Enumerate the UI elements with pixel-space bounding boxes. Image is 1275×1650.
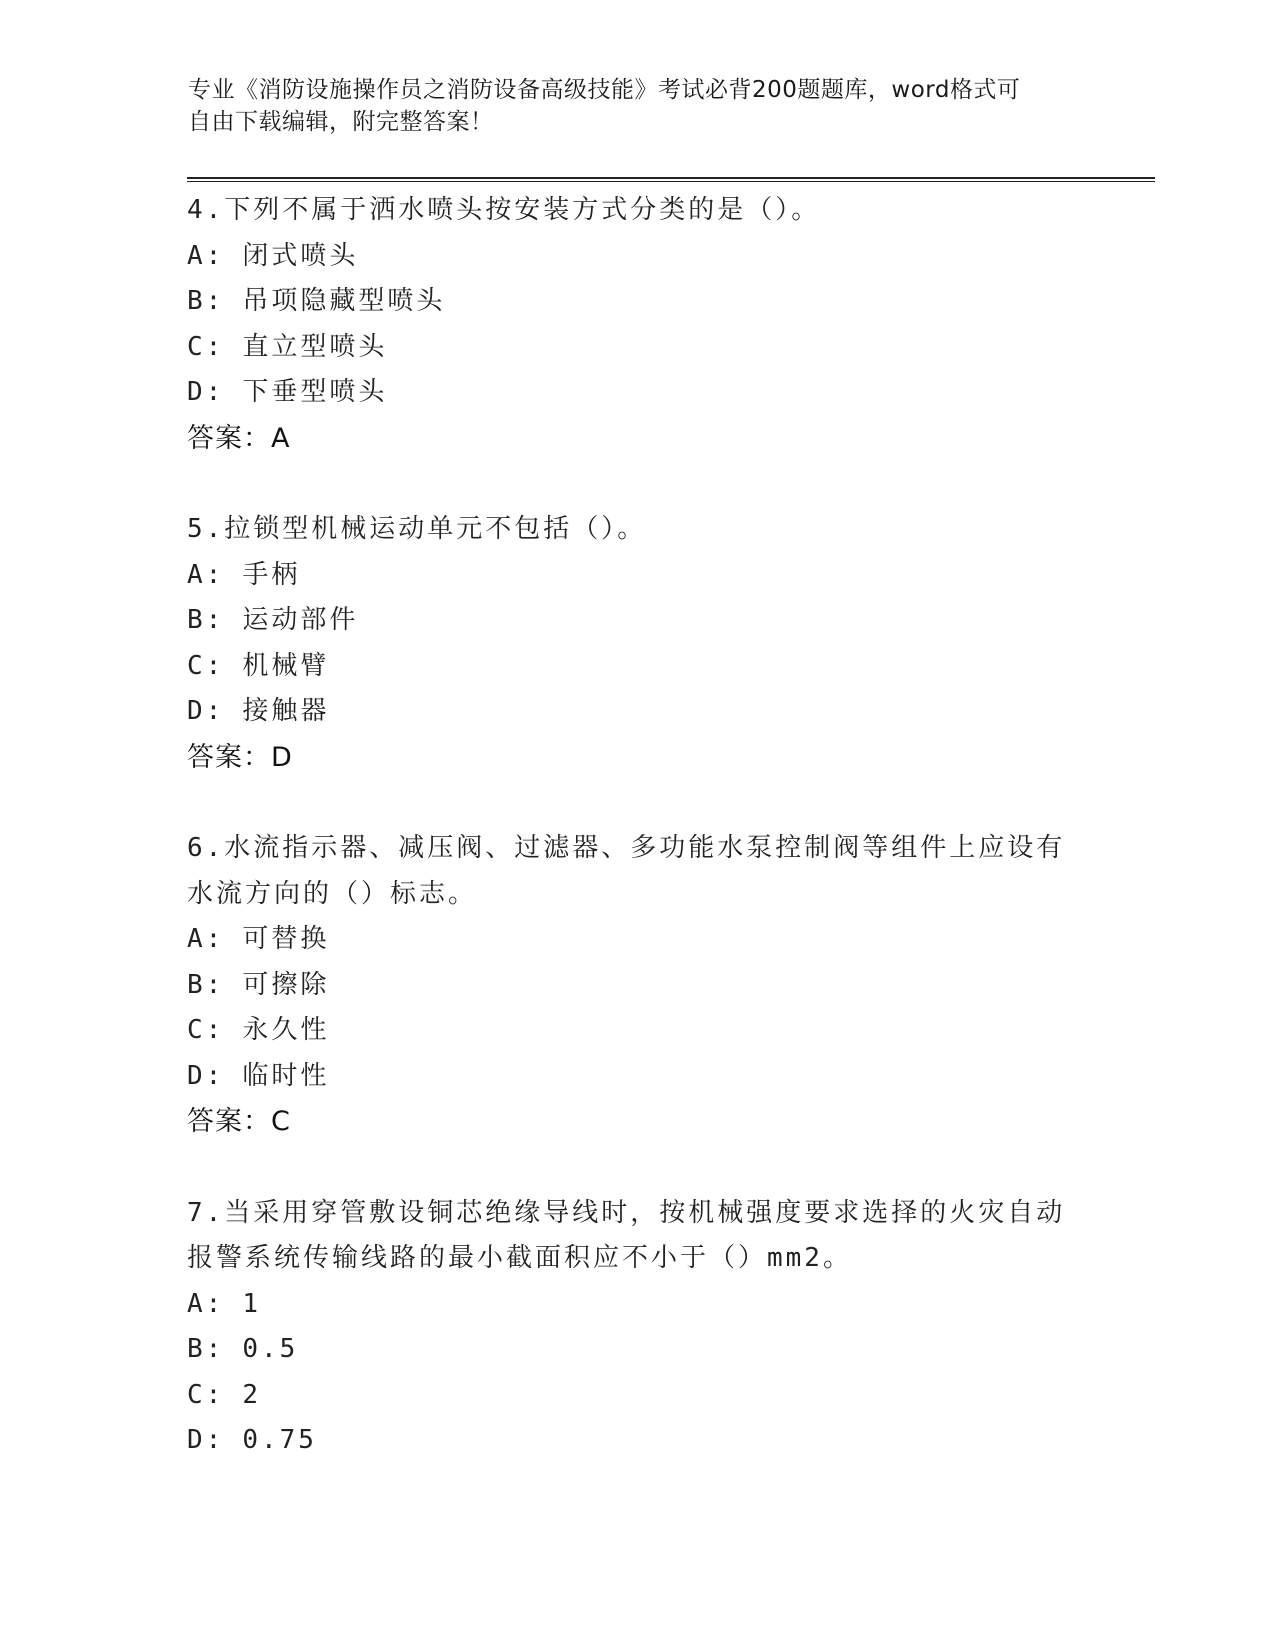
option-letter: A: <box>187 1288 225 1319</box>
option-b <box>187 598 1087 644</box>
option-text: 运动部件 <box>242 605 359 635</box>
option-text: 1 <box>242 1288 261 1319</box>
option-d <box>187 689 1087 735</box>
option-c <box>187 1008 1087 1054</box>
option-b <box>187 1327 1087 1373</box>
option-text: 下垂型喷头 <box>242 377 388 407</box>
option-a <box>187 234 1087 280</box>
option-d <box>187 370 1087 416</box>
option-c <box>187 644 1087 690</box>
option-letter: D: <box>187 377 225 407</box>
option-text: 2 <box>242 1379 261 1410</box>
header-divider <box>187 177 1155 182</box>
question-stem: 7.当采用穿管敷设铜芯绝缘导线时，按机械强度要求选择的火灾自动 <box>187 1197 1066 1228</box>
answer-line: 答案：C <box>187 1106 291 1137</box>
option-text: 永久性 <box>242 1015 330 1045</box>
question-stem-continued: 水流方向的（）标志。 <box>187 878 478 909</box>
option-c <box>187 1373 1087 1419</box>
option-text: 0.75 <box>242 1425 317 1455</box>
option-text: 接触器 <box>242 696 330 726</box>
question-stem: 6.水流指示器、减压阀、过滤器、多功能水泵控制阀等组件上应设有 <box>187 833 1066 863</box>
option-a <box>187 553 1087 599</box>
question-stem: 5.拉锁型机械运动单元不包括（）。 <box>187 514 647 544</box>
question-stem-continued: 报警系统传输线路的最小截面积应不小于（）mm2。 <box>187 1243 852 1273</box>
header-line-1: 专业《消防设施操作员之消防设备高级技能》考试必背200题题库，word格式可 <box>188 77 1021 103</box>
question-list <box>187 188 1087 1464</box>
option-letter: D: <box>187 1425 225 1455</box>
option-text: 直立型喷头 <box>242 331 388 362</box>
option-text: 临时性 <box>242 1060 330 1091</box>
answer-line: 答案：A <box>187 422 291 454</box>
option-text: 吊项隐藏型喷头 <box>242 286 446 316</box>
option-c <box>187 325 1087 371</box>
question-6 <box>187 826 1087 1145</box>
question-4 <box>187 188 1087 461</box>
option-a <box>187 917 1087 963</box>
option-a <box>187 1282 1087 1328</box>
option-letter: A: <box>187 240 225 271</box>
question-7 <box>187 1191 1087 1464</box>
option-letter: B: <box>187 605 225 635</box>
option-letter: B: <box>187 969 225 1000</box>
option-d <box>187 1418 1087 1464</box>
option-text: 闭式喷头 <box>242 240 359 271</box>
option-b <box>187 963 1087 1009</box>
option-text: 手柄 <box>242 559 301 590</box>
option-d <box>187 1054 1087 1100</box>
option-letter: D: <box>187 1060 225 1091</box>
option-b <box>187 279 1087 325</box>
question-5 <box>187 507 1087 780</box>
option-letter: A: <box>187 559 225 590</box>
question-stem: 4.下列不属于洒水喷头按安装方式分类的是（）。 <box>187 195 821 225</box>
option-letter: B: <box>187 1334 225 1364</box>
option-letter: C: <box>187 1015 225 1045</box>
header-line-2: 自由下载编辑，附完整答案！ <box>188 109 494 135</box>
option-text: 可擦除 <box>242 969 330 1000</box>
option-text: 可替换 <box>242 924 330 954</box>
option-text: 机械臂 <box>242 650 330 681</box>
option-letter: D: <box>187 696 225 726</box>
option-letter: C: <box>187 650 225 681</box>
document-header <box>188 74 1068 138</box>
option-letter: A: <box>187 924 225 954</box>
option-letter: B: <box>187 286 225 316</box>
answer-line: 答案：D <box>187 741 293 773</box>
option-letter: C: <box>187 331 225 362</box>
option-letter: C: <box>187 1379 225 1410</box>
option-text: 0.5 <box>242 1334 299 1364</box>
